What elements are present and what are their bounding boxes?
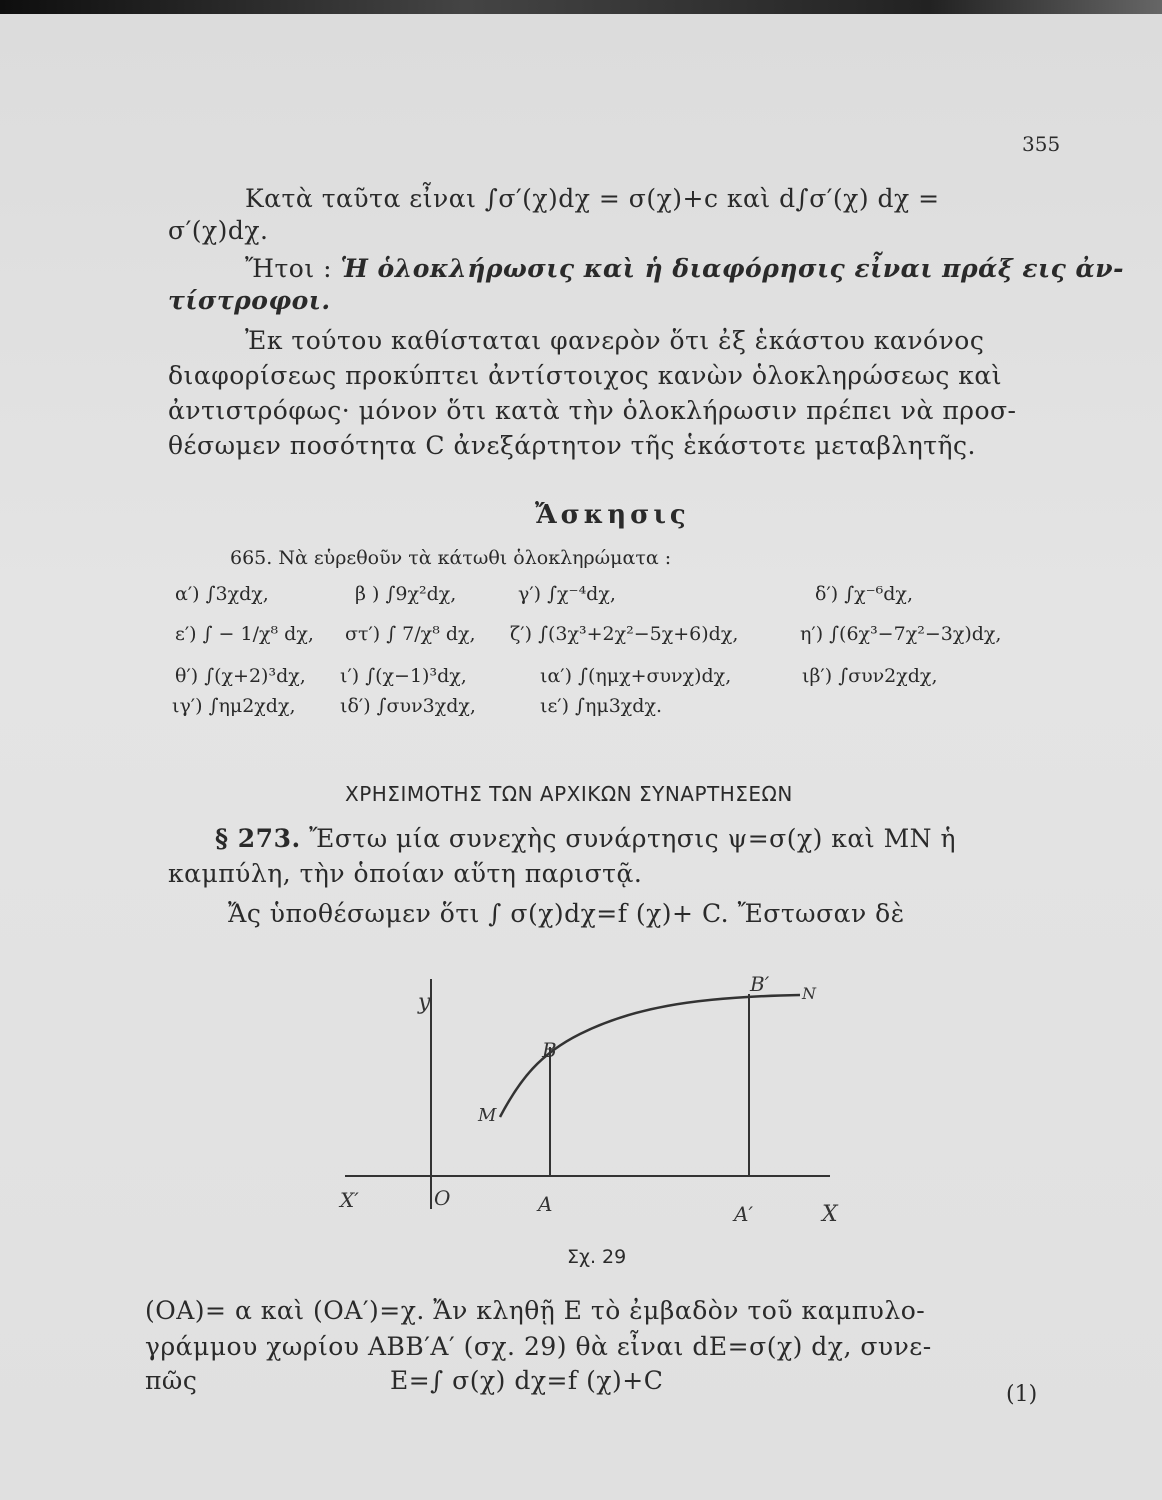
para4-line2: καμπύλη, τὴν ὁποίαν αὕτη παριστᾷ. (168, 859, 643, 888)
section-number: § 273. (215, 824, 301, 853)
para3-line2: διαφορίσεως προκύπτει ἀντίστοιχος κανὼν ὁλοκληρώσεως καὶ (168, 361, 1003, 390)
para5-line1: Ἄς ὑποθέσωμεν ὅτι ∫ σ(χ)dχ=f (χ)+ C. Ἔστωσαν δὲ (228, 899, 905, 928)
label-m: M (478, 1105, 497, 1126)
exercise-ie: ιε′) ∫ημ3χdχ. (540, 695, 663, 717)
label-origin: O (434, 1186, 451, 1210)
label-x: X (822, 1202, 838, 1227)
exercise-th: θ′) ∫(χ+2)³dχ, (175, 665, 306, 687)
exercise-z: ζ′) ∫(3χ³+2χ²−5χ+6)dχ, (510, 623, 739, 645)
para3-line3: ἀντιστρόφως· μόνον ὅτι κατὰ τὴν ὁλοκλήρωσιν πρέπει νὰ προσ- (168, 396, 1017, 425)
equation-number: (1) (1006, 1382, 1038, 1407)
para6-line1: (OA)= α καὶ (OA′)=χ. Ἄν κληθῇ E τὸ ἐμβαδὸν τοῦ καμπυλο- (145, 1296, 926, 1325)
label-b: B (542, 1038, 557, 1062)
label-x-prime: X′ (340, 1188, 359, 1212)
para4-line1 (215, 824, 1105, 854)
para1-line2: σ′(χ)dχ. (168, 216, 269, 245)
section-title: ΧΡΗΣΙΜΟΤΗΣ ΤΩΝ ΑΡΧΙΚΩΝ ΣΥΝΑΡΤΗΣΕΩΝ (345, 782, 793, 806)
exercise-a: α′) ∫3χdχ, (175, 583, 269, 605)
para2-line1 (245, 254, 1135, 284)
exercise-e: ε′) ∫ − 1/χ⁸ dχ, (175, 623, 314, 645)
exercise-i: ι′) ∫(χ−1)³dχ, (340, 665, 467, 687)
para1-line1: Κατὰ ταῦτα εἶναι ∫σ′(χ)dχ = σ(χ)+c καὶ d∫σ′(χ) dχ = (245, 184, 940, 213)
label-y: y (418, 990, 431, 1015)
exercise-c: γ′) ∫χ⁻⁴dχ, (518, 583, 616, 605)
exercise-heading: Ἄσκησις (535, 500, 690, 530)
equation-1: E=∫ σ(χ) dχ=f (χ)+C (390, 1366, 664, 1395)
para3-line4: θέσωμεν ποσότητα C ἀνεξάρτητον τῆς ἑκάστοτε μεταβλητῆς. (168, 431, 976, 460)
para3-line1: Ἐκ τούτου καθίσταται φανερὸν ὅτι ἐξ ἑκάστου κανόνος (245, 326, 985, 355)
exercise-ig: ιγ′) ∫ημ2χdχ, (172, 695, 296, 717)
exercise-ia: ια′) ∫(ημχ+συνχ)dχ, (540, 665, 732, 687)
page-number: 355 (1022, 132, 1061, 156)
para2-lead: Ἤτοι : (245, 254, 341, 283)
para6-line2: γράμμου χωρίου ABB′A′ (σχ. 29) θὰ εἶναι dE=σ(χ) dχ, συνε- (145, 1332, 932, 1361)
figure-29 (330, 969, 870, 1239)
exercise-ib: ιβ′) ∫συν2χdχ, (802, 665, 938, 687)
figure-caption: Σχ. 29 (567, 1246, 627, 1268)
para6-line3-left: πῶς (145, 1366, 198, 1395)
label-b-prime: B′ (750, 972, 770, 996)
para4-text: Ἔστω μία συνεχὴς συνάρτησις ψ=σ(χ) καὶ ΜΝ ἡ (300, 824, 956, 853)
para2-line2: τίστροφοι. (168, 286, 331, 315)
label-n: N (802, 984, 816, 1003)
exercise-h: η′) ∫(6χ³−7χ²−3χ)dχ, (800, 623, 1002, 645)
exercise-st: στ′) ∫ 7/χ⁸ dχ, (345, 623, 476, 645)
label-a: A (538, 1192, 553, 1216)
exercise-id: ιδ′) ∫συν3χdχ, (340, 695, 476, 717)
exercise-d: δ′) ∫χ⁻⁶dχ, (815, 583, 913, 605)
book-page (0, 14, 1162, 1500)
exercise-b: β ) ∫9χ²dχ, (355, 583, 457, 605)
exercise-intro: 665. Νὰ εὑρεθοῦν τὰ κάτωθι ὁλοκληρώματα : (230, 547, 672, 569)
para2-italic-1: Ἡ ὁλοκλήρωσις καὶ ἡ διαφόρησις εἶναι πράξ εις ἀν- (340, 254, 1125, 283)
label-a-prime: A′ (734, 1202, 753, 1226)
